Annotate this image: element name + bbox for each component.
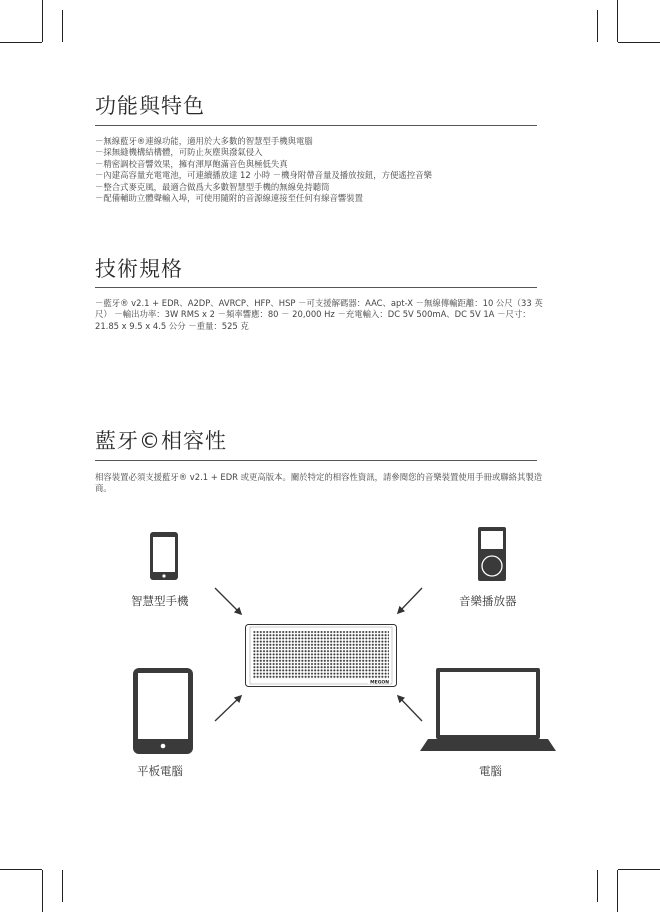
list-item: －精密調校音響效果，擁有渾厚飽滿音色與極低失真 [95, 158, 288, 169]
arrow-icon [398, 588, 422, 613]
features-heading: 功能與特色 [95, 94, 205, 118]
laptop-icon [420, 668, 556, 751]
smartphone-icon [150, 532, 178, 580]
compat-heading: 藍牙©相容性 [95, 429, 227, 453]
smartphone-label: 智慧型手機 [131, 594, 189, 608]
list-item: －內建高容量充電電池，可連續播放達 12 小時 －機身附帶音量及播放按鈕，方便遙控音樂 [95, 170, 432, 181]
list-item: －採無縫機構結構體，可防止灰塵與潑氣侵入 [95, 147, 263, 158]
arrow-icon [215, 696, 241, 721]
music-player-icon [478, 527, 506, 581]
tablet-icon [133, 668, 193, 754]
compat-text: 相容裝置必須支援藍牙® v2.1 + EDR 或更高版本。關於特定的相容性資訊，請參閱您的音樂裝置使用手冊或聯絡其製造商。 [95, 472, 543, 494]
list-item: －無線藍牙®連線功能，適用於大多數的智慧型手機與電腦 [95, 136, 313, 146]
specs-heading: 技術規格 [95, 257, 183, 281]
speaker-brand: MEGON [370, 680, 389, 686]
speaker-icon [246, 625, 397, 687]
list-item: －配備輔助立體聲輸入埠，可使用隨附的音源線連接至任何有線音響裝置 [95, 193, 363, 204]
list-item: －整合式麥克風，最適合做爲大多數智慧型手機的無線免持聽筒 [95, 181, 330, 192]
arrow-icon [398, 696, 422, 721]
specs-text: －藍牙® v2.1 + EDR、A2DP、AVRCP、HFP、HSP －可支援解碼器：AAC、apt-X －無線傳輸距離：10 公尺（33 英尺） －輸出功率：3W RMS x 2 －頻率響應：80 － 20,000 Hz －充電輸入：DC 5V 500mA、DC 5V 1A －尺寸：21.85 x 9.5 x 4.5 公分 －重量：525 克 [95, 298, 543, 331]
music-player-label: 音樂播放器 [459, 594, 517, 608]
computer-label: 電腦 [479, 764, 502, 778]
arrow-icon [215, 588, 241, 614]
tablet-label: 平板電腦 [137, 764, 183, 778]
